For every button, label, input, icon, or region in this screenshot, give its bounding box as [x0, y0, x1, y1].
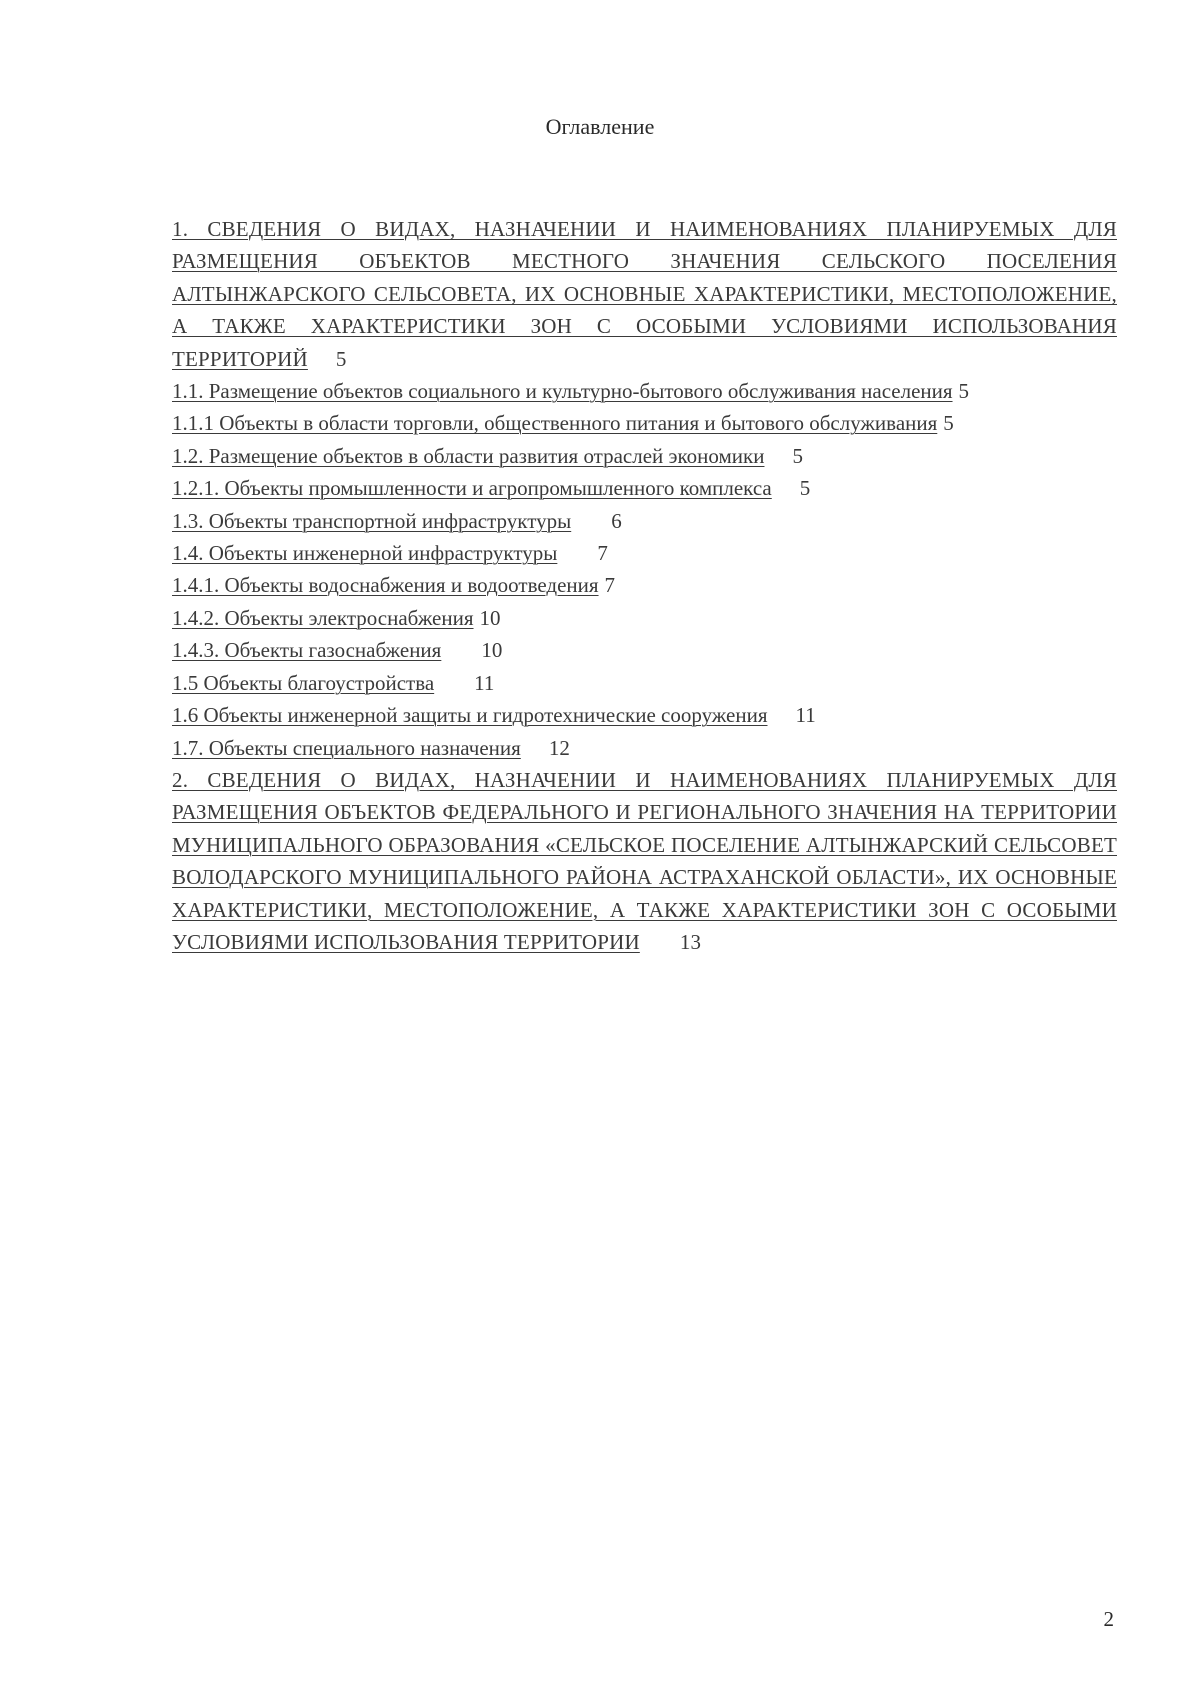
toc-entry-title: 1.3. Объекты транспортной инфраструктуры — [172, 508, 572, 533]
toc-entry-title: 1.5 Объекты благоустройства — [172, 670, 435, 695]
toc-entry-title: 1.7. Объекты специального назначения — [172, 735, 521, 760]
toc-entry-title: 1.4. Объекты инженерной инфраструктуры — [172, 541, 558, 566]
page-number: 2 — [1103, 1607, 1114, 1631]
toc-entry-title: 2. СВЕДЕНИЯ О ВИДАХ, НАЗНАЧЕНИИ И НАИМЕНОВАНИЯХ ПЛАНИРУЕМЫХ ДЛЯ РАЗМЕЩЕНИЯ ОБЪЕКТОВ ФЕДЕРАЛЬНОГО И РЕГИОНАЛЬНОГО ЗНАЧЕНИЯ НА ТЕРРИТОРИИ МУНИЦИПАЛЬНОГО ОБРАЗОВАНИЯ «СЕЛЬСКОЕ ПОСЕЛЕНИЕ АЛТЫНЖАРСКИЙ СЕЛЬСОВЕТ ВОЛОДАРСКОГО МУНИЦИПАЛЬНОГО РАЙОНА АСТРАХАНСКОЙ ОБЛАСТИ», ИХ ОСНОВНЫЕ ХАРАКТЕРИСТИКИ, МЕСТОПОЛОЖЕНИЕ, А ТАКЖЕ ХАРАКТЕРИСТИКИ ЗОН С ОСОБЫМИ УСЛОВИЯМИ ИСПОЛЬЗОВАНИЯ ТЕРРИТОРИИ — [172, 767, 1117, 954]
toc-entry-section-1-2[interactable] — [172, 440, 1117, 472]
toc-entry-title: 1.1.1 Объекты в области торговли, общественного питания и бытового обслуживания — [172, 411, 938, 436]
toc-entry-section-1-4-3[interactable] — [172, 634, 1117, 666]
toc-entry-title: 1.6 Объекты инженерной защиты и гидротехнические сооружения — [172, 703, 768, 728]
toc-entry-section-1-4-2[interactable] — [172, 602, 1117, 634]
toc-entry-page: 5 — [335, 346, 347, 371]
toc-entry-section-1-1[interactable] — [172, 375, 1117, 407]
toc-entry-section-1-2-1[interactable] — [172, 472, 1117, 504]
toc-entry-page: 5 — [943, 411, 954, 436]
toc-entry-page: 10 — [481, 638, 503, 663]
toc-entry-page: 7 — [604, 573, 616, 598]
toc-entry-section-1-4[interactable] — [172, 537, 1117, 569]
toc-entry-section-1[interactable] — [172, 213, 1117, 375]
toc-entry-page: 11 — [474, 670, 495, 695]
toc-entry-section-1-1-1[interactable] — [172, 407, 1117, 439]
toc-entry-title: 1.2. Размещение объектов в области развития отраслей экономики — [172, 443, 765, 468]
toc-entry-title: 1. СВЕДЕНИЯ О ВИДАХ, НАЗНАЧЕНИИ И НАИМЕНОВАНИЯХ ПЛАНИРУЕМЫХ ДЛЯ РАЗМЕЩЕНИЯ ОБЪЕКТОВ МЕСТНОГО ЗНАЧЕНИЯ СЕЛЬСКОГО ПОСЕЛЕНИЯ АЛТЫНЖАРСКОГО СЕЛЬСОВЕТА, ИХ ОСНОВНЫЕ ХАРАКТЕРИСТИКИ, МЕСТОПОЛОЖЕНИЕ, А ТАКЖЕ ХАРАКТЕРИСТИКИ ЗОН С ОСОБЫМИ УСЛОВИЯМИ ИСПОЛЬЗОВАНИЯ ТЕРРИТОРИЙ — [172, 217, 1117, 371]
toc-entry-section-2[interactable] — [172, 764, 1117, 958]
toc-entry-page: 13 — [679, 929, 702, 954]
toc-entry-page: 12 — [548, 735, 570, 760]
toc-entry-section-1-5[interactable] — [172, 667, 1117, 699]
toc-entry-page: 10 — [479, 605, 501, 630]
toc-entry-section-1-7[interactable] — [172, 732, 1117, 764]
toc-entry-section-1-6[interactable] — [172, 699, 1117, 731]
table-of-contents — [172, 213, 1117, 958]
toc-heading: Оглавление — [545, 114, 655, 139]
toc-entry-title: 1.1. Размещение объектов социального и культурно-бытового обслуживания населения — [172, 379, 953, 404]
toc-entry-section-1-4-1[interactable] — [172, 569, 1117, 601]
toc-entry-page: 5 — [958, 379, 970, 404]
toc-entry-page: 6 — [611, 508, 622, 533]
toc-entry-page: 5 — [799, 476, 811, 501]
toc-entry-title: 1.4.1. Объекты водоснабжения и водоотведения — [172, 573, 599, 598]
toc-entry-section-1-3[interactable] — [172, 505, 1117, 537]
toc-entry-title: 1.2.1. Объекты промышленности и агропромышленного комплекса — [172, 476, 772, 501]
toc-entry-page: 5 — [792, 443, 803, 468]
toc-entry-title: 1.4.2. Объекты электроснабжения — [172, 605, 474, 630]
toc-entry-page: 11 — [795, 703, 816, 728]
toc-entry-title: 1.4.3. Объекты газоснабжения — [172, 638, 442, 663]
toc-entry-page: 7 — [597, 541, 608, 566]
